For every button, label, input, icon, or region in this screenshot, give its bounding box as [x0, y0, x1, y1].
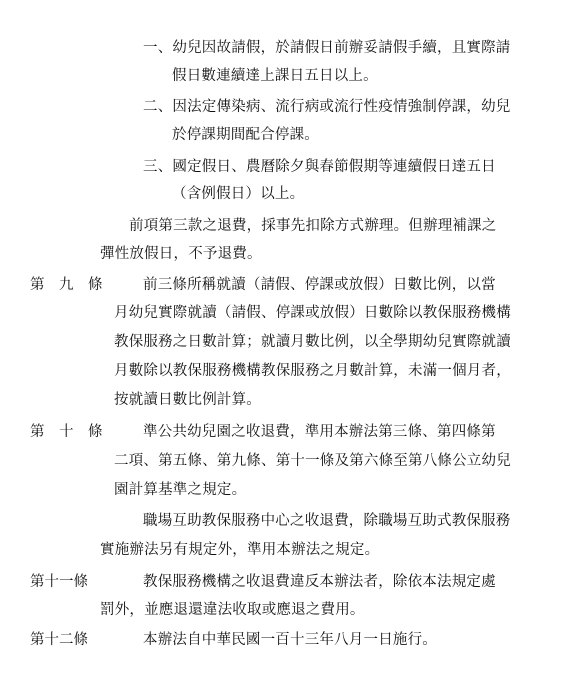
refund-para-line-1: 前項第三款之退費，採事先扣除方式辦理。但辦理補課之 [129, 218, 497, 234]
article-12-label: 第十二條 [30, 632, 88, 648]
clause-2-line-2: 於停課期間配合停課。 [172, 127, 319, 143]
clause-3-line-1: 三、國定假日、農曆除夕與春節假期等連續假日達五日 [143, 159, 496, 175]
article-9-line-4: 月數除以教保服務機構教保服務之月數計算，未滿一個月者， [114, 363, 511, 379]
article-10-para2-line-2: 實施辦法另有規定外，準用本辦法之規定。 [100, 542, 380, 558]
article-11-line-1: 教保服務機構之收退費違反本辦法者，除依本法規定處 [143, 574, 496, 590]
article-10-line-2: 二項、第五條、第九條、第十一條及第六條至第八條公立幼兒 [114, 453, 511, 469]
clause-3-line-2: （含例假日）以上。 [172, 186, 305, 202]
article-9-line-2: 月幼兒實際就讀（請假、停課或放假）日數除以教保服務機構 [114, 305, 511, 321]
article-10-line-3: 園計算基準之規定。 [114, 482, 247, 498]
article-10-para2-line-1: 職場互助教保服務中心之收退費，除職場互助式教保服務 [143, 513, 511, 529]
article-11-label: 第十一條 [30, 574, 88, 590]
article-9-line-5: 按就讀日數比例計算。 [114, 392, 261, 408]
refund-para-line-2: 彈性放假日，不予退費。 [100, 246, 262, 262]
clause-1-line-1: 一、幼兒因故請假，於請假日前辦妥請假手續，且實際請 [143, 40, 511, 56]
clause-1-line-2: 假日數連續達上課日五日以上。 [172, 68, 378, 84]
article-10-label: 第 十 條 [30, 424, 103, 440]
article-9-label: 第 九 條 [30, 277, 103, 293]
article-9-line-1: 前三條所稱就讀（請假、停課或放假）日數比例，以當 [143, 277, 496, 293]
article-10-line-1: 準公共幼兒園之收退費，準用本辦法第三條、第四條第 [143, 424, 496, 440]
article-11-line-2: 罰外，並應退還違法收取或應退之費用。 [100, 602, 365, 618]
article-12-line-1: 本辦法自中華民國一百十三年八月一日施行。 [143, 632, 437, 648]
clause-2-line-1: 二、因法定傳染病、流行病或流行性疫情強制停課，幼兒 [143, 99, 511, 115]
article-9-line-3: 教保服務之日數計算；就讀月數比例，以全學期幼兒實際就讀 [114, 334, 511, 350]
